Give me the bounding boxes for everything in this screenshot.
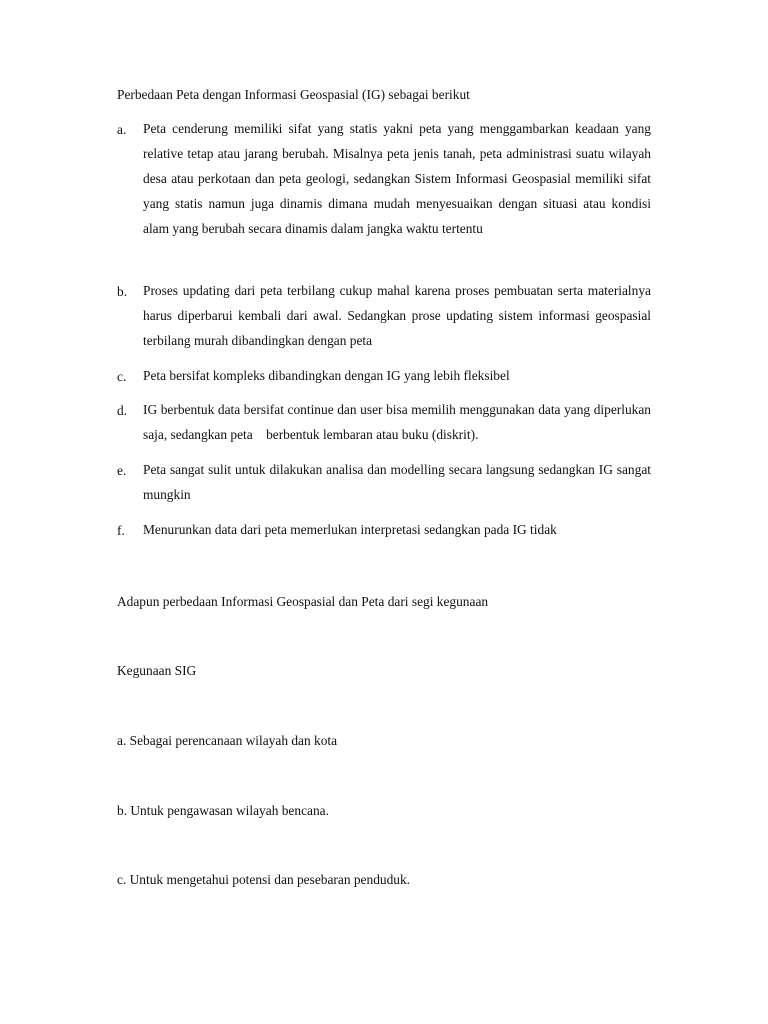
list-marker-d: d.	[117, 403, 128, 418]
list-marker-f: f.	[117, 523, 125, 538]
list-marker-a: a.	[117, 122, 127, 137]
section-heading: Adapun perbedaan Informasi Geospasial dan Peta dari segi kegunaan	[117, 594, 489, 609]
list-text-e: Peta sangat sulit untuk dilakukan analisa dan modelling secara langsung sedangkan IG sangat mungkin	[143, 462, 651, 502]
intro-text: Perbedaan Peta dengan Informasi Geospasial (IG) sebagai berikut	[117, 87, 470, 102]
list-marker-c: c.	[117, 369, 127, 384]
list-text-c: Peta bersifat kompleks dibandingkan dengan IG yang lebih fleksibel	[143, 368, 510, 383]
list-text-f: Menurunkan data dari peta memerlukan interpretasi sedangkan pada IG tidak	[143, 522, 557, 537]
list-marker-e: e.	[117, 463, 127, 478]
list-text-b: Proses updating dari peta terbilang cukup mahal karena proses pembuatan serta materialnya harus diperbarui kembali dari awal. Sedangkan prose updating sistem informasi geospasial terbilang murah dibandingkan dengan peta	[143, 283, 651, 348]
list-text-d: IG berbentuk data bersifat continue dan user bisa memilih menggunakan data yang diperlukan saja, sedangkan peta berbentuk lembaran atau buku (diskrit).	[143, 402, 655, 442]
use-item-a: a. Sebagai perencanaan wilayah dan kota	[117, 733, 338, 748]
use-item-c: c. Untuk mengetahui potensi dan pesebaran penduduk.	[117, 872, 411, 887]
uses-title: Kegunaan SIG	[117, 663, 197, 678]
use-item-b: b. Untuk pengawasan wilayah bencana.	[117, 803, 329, 818]
list-text-a: Peta cenderung memiliki sifat yang statis yakni peta yang menggambarkan keadaan yang relative tetap atau jarang berubah. Misalnya peta jenis tanah, peta administrasi suatu wilayah desa atau perkotaan dan peta geologi, sedangkan Sistem Informasi Geospasial memiliki sifat yang statis namun juga dinamis dimana mudah menyesuaikan dengan situasi atau kondisi alam yang berubah secara dinamis dalam jangka waktu tertentu	[143, 121, 651, 236]
list-marker-b: b.	[117, 284, 128, 299]
